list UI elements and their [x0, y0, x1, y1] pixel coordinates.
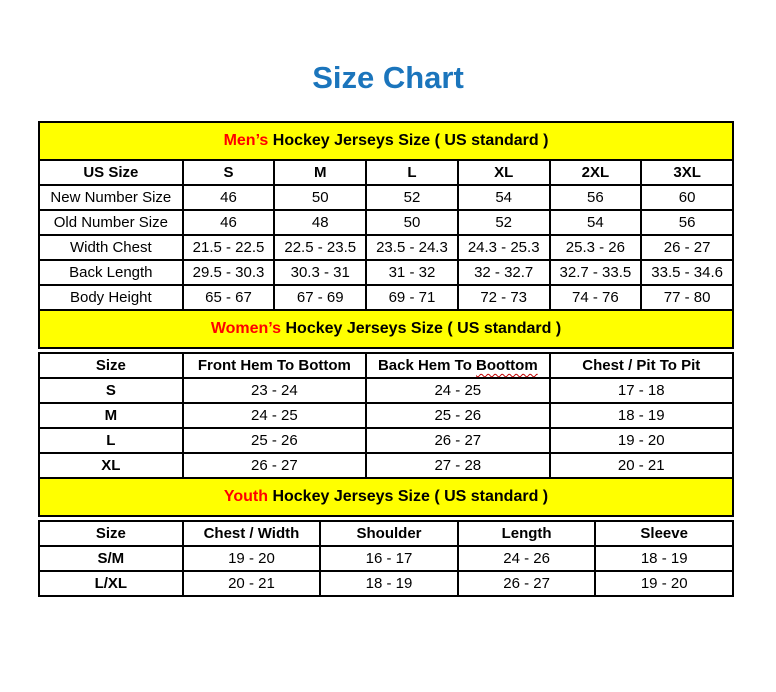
mens-cell: 77 - 80 — [641, 285, 733, 310]
mens-cell: 46 — [183, 185, 275, 210]
mens-cell: 60 — [641, 185, 733, 210]
mens-cell: 21.5 - 22.5 — [183, 235, 275, 260]
mens-row-label: Width Chest — [39, 235, 183, 260]
mens-row-4 — [39, 285, 733, 310]
womens-header-row — [39, 353, 733, 378]
mens-table — [38, 159, 734, 311]
mens-cell: 67 - 69 — [274, 285, 366, 310]
womens-row-label: M — [39, 403, 183, 428]
mens-cell: 23.5 - 24.3 — [366, 235, 458, 260]
mens-column-header-5: 2XL — [550, 160, 642, 185]
youth-column-header-2: Shoulder — [320, 521, 458, 546]
mens-cell: 54 — [550, 210, 642, 235]
womens-cell: 25 - 26 — [183, 428, 366, 453]
mens-column-header-4: XL — [458, 160, 550, 185]
youth-row-1 — [39, 571, 733, 596]
youth-cell: 26 - 27 — [458, 571, 596, 596]
mens-column-header-1: S — [183, 160, 275, 185]
womens-column-header-3: Chest / Pit To Pit — [550, 353, 733, 378]
womens-cell: 25 - 26 — [366, 403, 549, 428]
womens-cell: 24 - 25 — [366, 378, 549, 403]
mens-row-1 — [39, 210, 733, 235]
size-chart-tables — [38, 121, 734, 597]
womens-row-0 — [39, 378, 733, 403]
youth-header-row — [39, 521, 733, 546]
mens-cell: 72 - 73 — [458, 285, 550, 310]
mens-cell: 46 — [183, 210, 275, 235]
youth-cell: 16 - 17 — [320, 546, 458, 571]
youth-row-0 — [39, 546, 733, 571]
misspelled-word-squiggle: Boottom — [476, 357, 538, 374]
mens-cell: 32 - 32.7 — [458, 260, 550, 285]
mens-cell: 25.3 - 26 — [550, 235, 642, 260]
mens-cell: 26 - 27 — [641, 235, 733, 260]
mens-row-0 — [39, 185, 733, 210]
womens-column-header-0: Size — [39, 353, 183, 378]
youth-banner: Youth Hockey Jerseys Size ( US standard ) — [38, 477, 734, 517]
mens-cell: 56 — [550, 185, 642, 210]
womens-cell: 26 - 27 — [366, 428, 549, 453]
mens-row-label: Old Number Size — [39, 210, 183, 235]
womens-cell: 23 - 24 — [183, 378, 366, 403]
youth-banner-highlight: Youth — [223, 488, 268, 505]
mens-banner: Men’s Hockey Jerseys Size ( US standard ) — [38, 121, 734, 161]
section-womens — [38, 309, 734, 479]
youth-table — [38, 520, 734, 597]
youth-cell: 19 - 20 — [183, 546, 321, 571]
mens-row-2 — [39, 235, 733, 260]
mens-column-header-2: M — [274, 160, 366, 185]
womens-row-3 — [39, 453, 733, 478]
youth-cell: 24 - 26 — [458, 546, 596, 571]
youth-column-header-1: Chest / Width — [183, 521, 321, 546]
mens-cell: 33.5 - 34.6 — [641, 260, 733, 285]
mens-row-label: Back Length — [39, 260, 183, 285]
womens-cell: 26 - 27 — [183, 453, 366, 478]
mens-column-header-0: US Size — [39, 160, 183, 185]
page-title: Size Chart — [312, 60, 464, 95]
womens-cell: 27 - 28 — [366, 453, 549, 478]
youth-cell: 19 - 20 — [595, 571, 733, 596]
mens-row-3 — [39, 260, 733, 285]
mens-cell: 30.3 - 31 — [274, 260, 366, 285]
youth-cell: 20 - 21 — [183, 571, 321, 596]
mens-cell: 56 — [641, 210, 733, 235]
section-youth — [38, 477, 734, 597]
youth-cell: 18 - 19 — [595, 546, 733, 571]
womens-row-1 — [39, 403, 733, 428]
youth-column-header-3: Length — [458, 521, 596, 546]
mens-header-row — [39, 160, 733, 185]
mens-row-label: New Number Size — [39, 185, 183, 210]
mens-cell: 50 — [366, 210, 458, 235]
mens-cell: 32.7 - 33.5 — [550, 260, 642, 285]
womens-table — [38, 352, 734, 479]
mens-cell: 54 — [458, 185, 550, 210]
mens-banner-highlight: Men’s — [223, 132, 269, 149]
womens-row-label: S — [39, 378, 183, 403]
mens-cell: 50 — [274, 185, 366, 210]
mens-row-label: Body Height — [39, 285, 183, 310]
mens-cell: 74 - 76 — [550, 285, 642, 310]
womens-column-header-1: Front Hem To Bottom — [183, 353, 366, 378]
womens-row-2 — [39, 428, 733, 453]
mens-cell: 48 — [274, 210, 366, 235]
youth-cell: 18 - 19 — [320, 571, 458, 596]
mens-column-header-3: L — [366, 160, 458, 185]
mens-column-header-6: 3XL — [641, 160, 733, 185]
mens-cell: 29.5 - 30.3 — [183, 260, 275, 285]
youth-row-label: L/XL — [39, 571, 183, 596]
section-mens — [38, 121, 734, 311]
womens-banner: Women’s Hockey Jerseys Size ( US standard ) — [38, 309, 734, 349]
womens-cell: 19 - 20 — [550, 428, 733, 453]
womens-banner-highlight: Women’s — [210, 320, 282, 337]
youth-column-header-0: Size — [39, 521, 183, 546]
mens-cell: 22.5 - 23.5 — [274, 235, 366, 260]
womens-cell: 24 - 25 — [183, 403, 366, 428]
womens-cell: 20 - 21 — [550, 453, 733, 478]
mens-cell: 65 - 67 — [183, 285, 275, 310]
mens-cell: 52 — [366, 185, 458, 210]
mens-cell: 69 - 71 — [366, 285, 458, 310]
womens-row-label: L — [39, 428, 183, 453]
mens-cell: 31 - 32 — [366, 260, 458, 285]
womens-cell: 17 - 18 — [550, 378, 733, 403]
womens-cell: 18 - 19 — [550, 403, 733, 428]
youth-row-label: S/M — [39, 546, 183, 571]
womens-column-header-2: Back Hem To Boottom — [366, 353, 549, 378]
mens-cell: 24.3 - 25.3 — [458, 235, 550, 260]
womens-row-label: XL — [39, 453, 183, 478]
mens-cell: 52 — [458, 210, 550, 235]
youth-column-header-4: Sleeve — [595, 521, 733, 546]
